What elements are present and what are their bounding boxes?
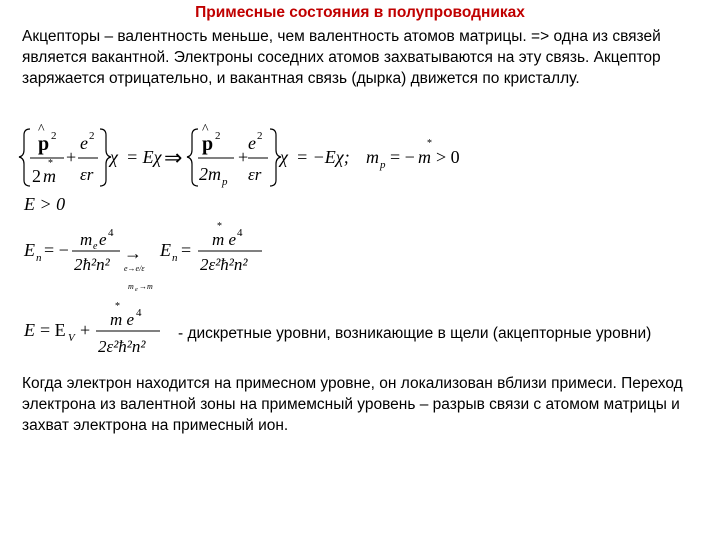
mass-relation-star: * <box>427 138 432 149</box>
numerator-exponent-2: 4 <box>237 227 243 239</box>
wavefunction-chi: χ <box>110 147 118 167</box>
intro-paragraph: Акцепторы – валентность меньше, чем валентность атомов матрицы. => одна из связей является вакантной. Электроны соседних атомов захватываются на эту связь. Акцептор заряжается отрицательно, и вакантная связь (дырка) движется по кристаллу. <box>22 28 661 87</box>
energy-level-eq: = − <box>44 240 69 260</box>
substitution-charge: e→e/ε <box>124 264 145 273</box>
numerator-2: m e <box>212 230 237 249</box>
electron-mass: m <box>80 230 93 249</box>
acceptor-plus: + <box>80 320 91 340</box>
substitution-mass-target: →m <box>139 282 153 291</box>
charge-exponent: 2 <box>89 130 95 142</box>
momentum-symbol: p <box>38 133 50 155</box>
hamiltonian-equation <box>19 122 460 188</box>
charge-e-2: e <box>248 133 256 153</box>
electron-mass-sub: e <box>93 241 98 252</box>
denominator-2: 2ε²ħ²n² <box>200 255 248 274</box>
hat-accent-2: ^ <box>202 122 209 137</box>
substitution-mass-sub: e <box>135 287 138 293</box>
effective-mass-star: * <box>48 158 53 169</box>
denominator-two: 2 <box>32 166 41 186</box>
acceptor-star: * <box>115 301 120 312</box>
implies-arrow: ⇒ <box>164 145 183 170</box>
momentum-exponent-2: 2 <box>215 130 221 142</box>
denominator: 2ħ²n² <box>74 255 110 274</box>
acceptor-numerator: m e <box>110 310 135 329</box>
acceptor-numerator-exponent: 4 <box>136 307 142 319</box>
mass-relation-eq: = − <box>390 147 415 167</box>
acceptor-E: E <box>24 320 35 340</box>
substitution-mass: m <box>128 282 134 291</box>
mass-relation-gt: > 0 <box>436 147 460 167</box>
charge-e: e <box>80 133 88 153</box>
energy-rhs-2: = −Eχ; <box>296 147 350 167</box>
energy-condition: E > 0 <box>24 194 66 214</box>
energy-rhs: = Eχ <box>126 147 162 167</box>
hat-accent: ^ <box>38 122 45 137</box>
substitution-arrow: → <box>124 243 142 263</box>
energy-level-E: E <box>24 240 35 260</box>
hole-mass-lhs-sub: p <box>380 159 386 171</box>
acceptor-level-equation <box>23 301 160 356</box>
momentum-exponent: 2 <box>51 130 57 142</box>
levels-note: - дискретные уровни, возникающие в щели (акцепторные уровни) <box>178 325 652 342</box>
epsilon-r-2: εr <box>248 165 262 184</box>
hole-mass-lhs: m <box>366 147 379 167</box>
plus-sign: + <box>66 147 77 167</box>
hole-mass: 2m <box>199 164 221 184</box>
epsilon-r: εr <box>80 165 94 184</box>
charge-exponent-2: 2 <box>257 130 263 142</box>
hole-mass-sub: p <box>222 176 228 188</box>
effective-mass-star-2: * <box>217 221 222 232</box>
acceptor-denominator: 2ε²ħ²n² <box>98 337 146 356</box>
numerator-exponent: 4 <box>108 227 114 239</box>
momentum-symbol-2: p <box>202 133 214 155</box>
numerator-e: e <box>99 230 107 249</box>
effective-mass: m <box>43 166 56 186</box>
acceptor-sub: V <box>68 332 75 344</box>
mass-relation-m: m <box>418 147 431 167</box>
slide-title: Примесные состояния в полупроводниках <box>195 4 525 21</box>
acceptor-eq: = E <box>40 320 66 340</box>
energy-level-eq-2: = <box>181 240 192 260</box>
bottom-paragraph: Когда электрон находится на примесном уровне, он локализован вблизи примеси. Переход электрона из валентной зоны на примемсный уровень – разрыв связи с атомом матрицы и захват электрона на примесный ион. <box>22 375 683 434</box>
wavefunction-chi-2: χ <box>280 147 288 167</box>
energy-level-E-2: E <box>160 240 171 260</box>
plus-sign-2: + <box>238 147 249 167</box>
hydrogen-level-equation <box>23 221 262 293</box>
energy-level-sub: n <box>36 252 42 264</box>
energy-level-sub-2: n <box>172 252 178 264</box>
